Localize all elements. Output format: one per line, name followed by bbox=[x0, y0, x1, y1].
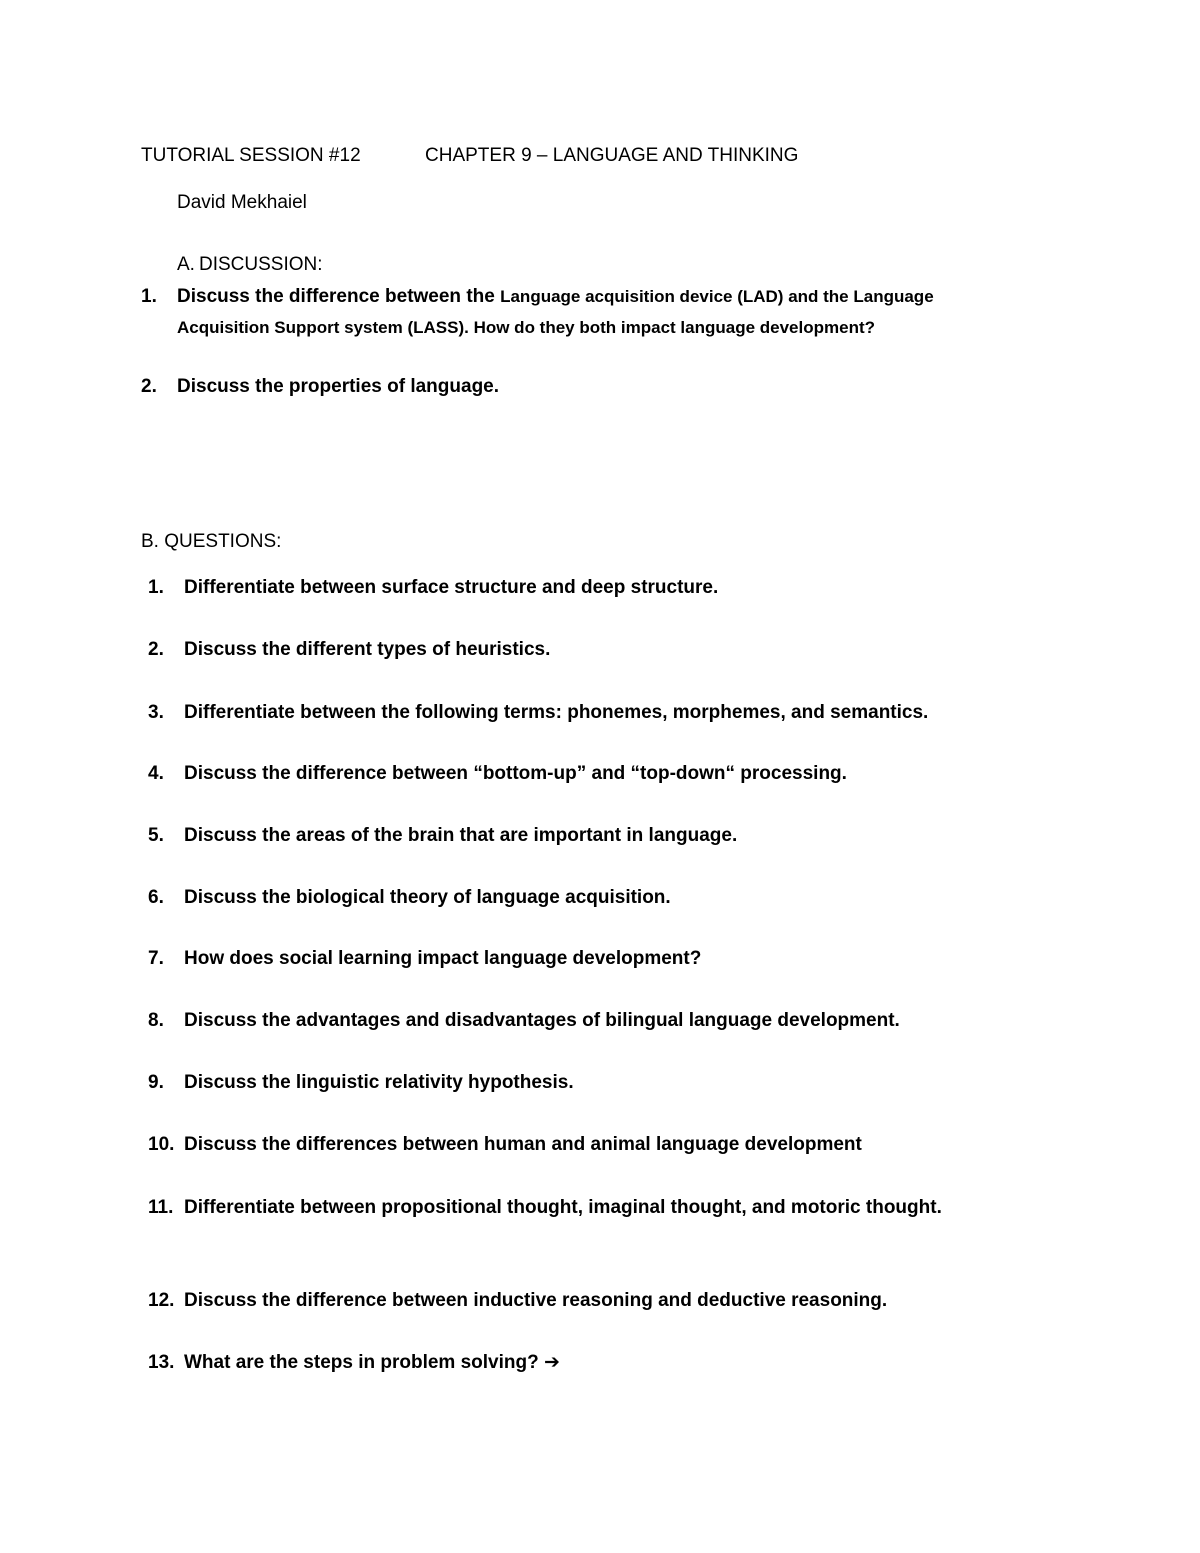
discussion-letter: A. bbox=[177, 254, 195, 275]
question-number: 13. bbox=[148, 1352, 175, 1373]
question-text: Discuss the differences between human and animal language development bbox=[184, 1134, 862, 1155]
question-text: How does social learning impact language development? bbox=[184, 948, 702, 969]
question-text: Discuss the advantages and disadvantages of bilingual language development. bbox=[184, 1010, 900, 1031]
discussion-item-number: 1. bbox=[141, 286, 157, 307]
session-title: TUTORIAL SESSION #12 bbox=[141, 145, 361, 166]
discussion-item-number: 2. bbox=[141, 376, 157, 397]
question-number: 6. bbox=[148, 887, 164, 908]
question-number: 10. bbox=[148, 1134, 175, 1155]
question-text: Differentiate between surface structure and deep structure. bbox=[184, 577, 719, 598]
question-number: 1. bbox=[148, 577, 164, 598]
question-text: Discuss the difference between inductive reasoning and deductive reasoning. bbox=[184, 1290, 888, 1311]
question-number: 3. bbox=[148, 702, 164, 723]
question-number: 4. bbox=[148, 763, 164, 784]
question-number: 2. bbox=[148, 639, 164, 660]
question-number: 7. bbox=[148, 948, 164, 969]
discussion-item-text: Discuss the difference between the Language acquisition device (LAD) and the Language bbox=[177, 286, 934, 307]
discussion-item-text: Discuss the properties of language. bbox=[177, 376, 500, 397]
question-text: Differentiate between the following terms: phonemes, morphemes, and semantics. bbox=[184, 702, 929, 723]
question-text: Discuss the areas of the brain that are important in language. bbox=[184, 825, 738, 846]
arrow-right-icon: ➔ bbox=[544, 1352, 560, 1373]
question-text: Discuss the biological theory of language acquisition. bbox=[184, 887, 671, 908]
question-text: Discuss the different types of heuristics. bbox=[184, 639, 551, 660]
question-number: 8. bbox=[148, 1010, 164, 1031]
discussion-title: DISCUSSION: bbox=[199, 254, 323, 275]
author-name: David Mekhaiel bbox=[177, 192, 307, 213]
question-number: 11. bbox=[148, 1197, 174, 1218]
question-text: Discuss the linguistic relativity hypothesis. bbox=[184, 1072, 574, 1093]
discussion-item-text-continued: Acquisition Support system (LASS). How do they both impact language development? bbox=[177, 318, 875, 337]
question-text: Discuss the difference between “bottom-up” and “top-down“ processing. bbox=[184, 763, 847, 784]
question-number: 9. bbox=[148, 1072, 164, 1093]
question-number: 12. bbox=[148, 1290, 175, 1311]
discussion-heading bbox=[177, 253, 323, 277]
questions-heading: B. QUESTIONS: bbox=[141, 531, 282, 552]
question-text: What are the steps in problem solving? ➔ bbox=[184, 1352, 560, 1373]
chapter-title: CHAPTER 9 – LANGUAGE AND THINKING bbox=[425, 145, 799, 166]
question-number: 5. bbox=[148, 825, 164, 846]
question-text: Differentiate between propositional thought, imaginal thought, and motoric thought. bbox=[184, 1197, 942, 1218]
